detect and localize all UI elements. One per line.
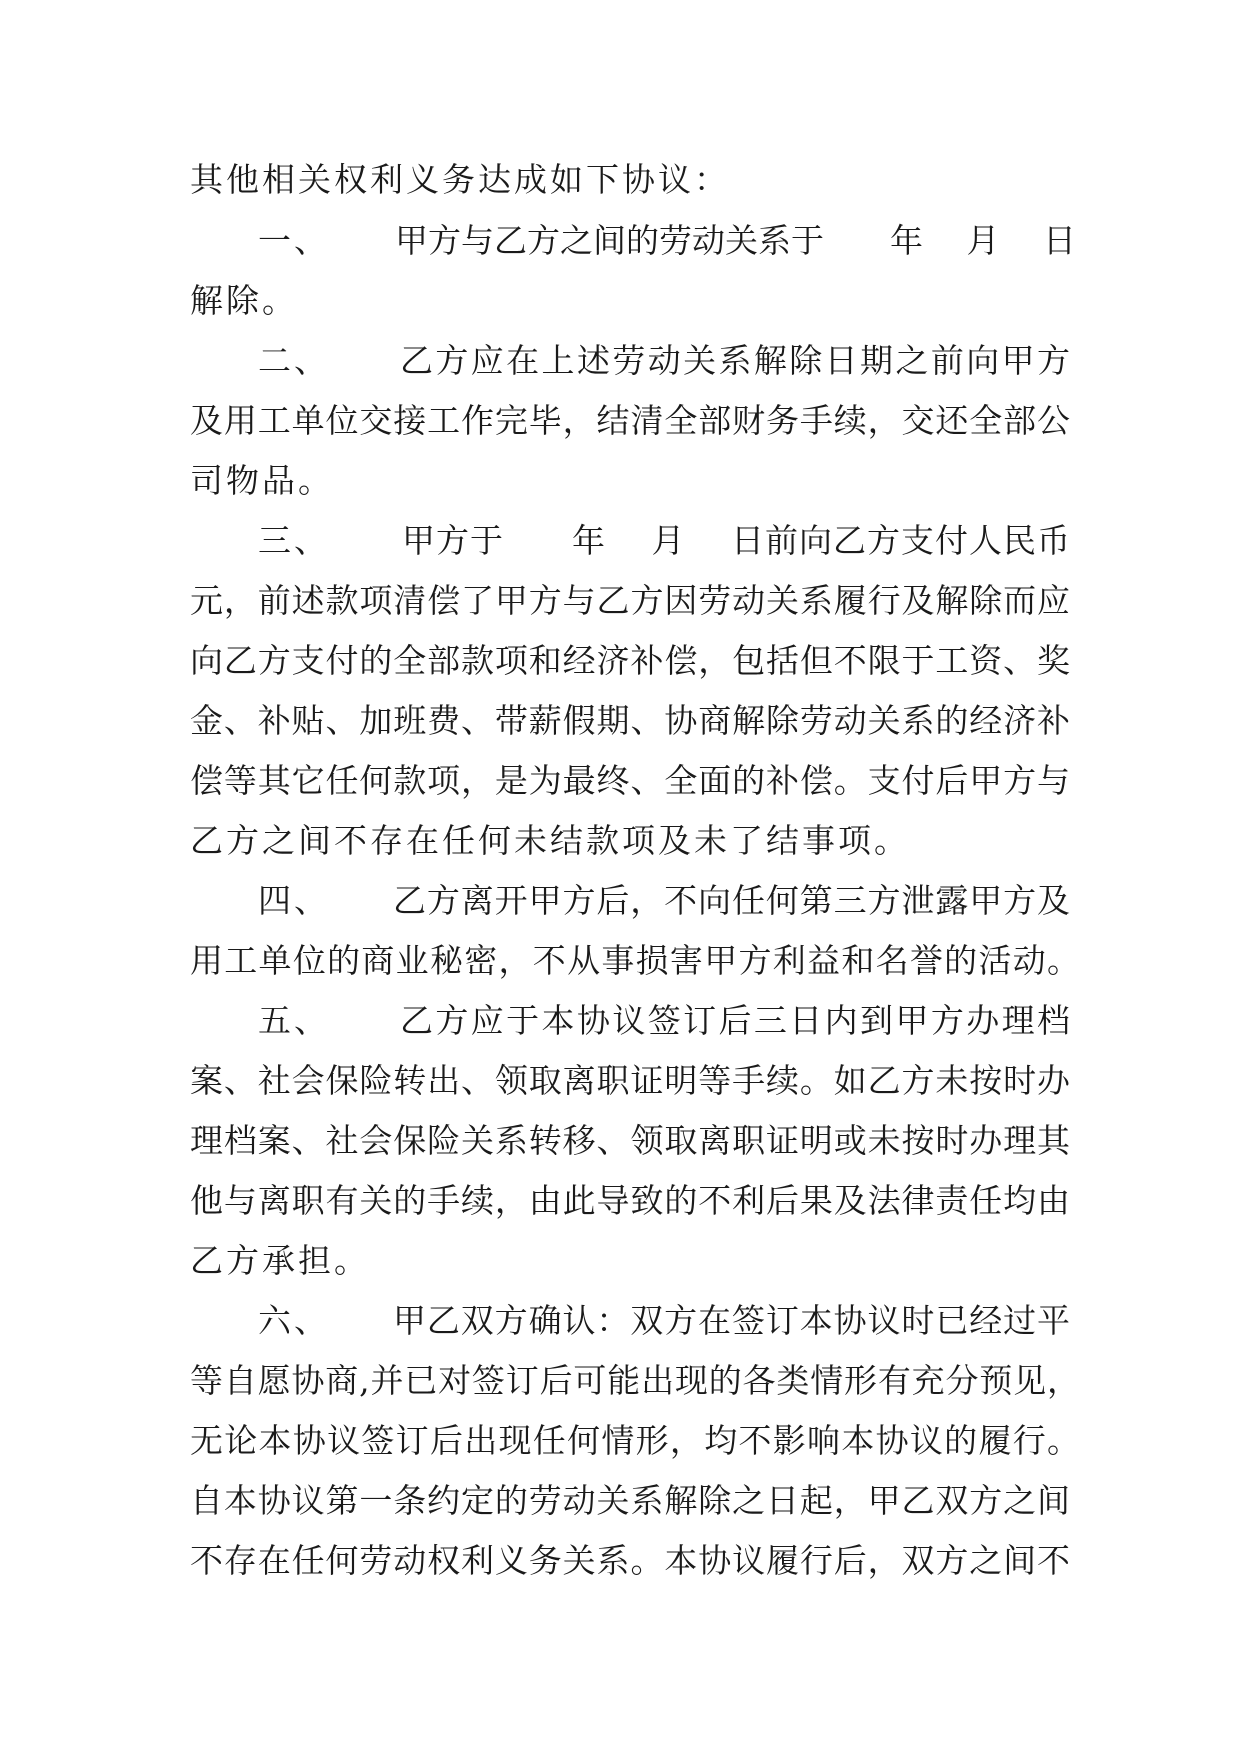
clause-6-first-line: 甲乙双方确认：双方在签订本协议时已经过平 [393, 1301, 1070, 1340]
clause-6-line-4: 不存在任何劳动权利义务关系。本协议履行后，双方之间不 [190, 1541, 1070, 1580]
clause-number-6: 六、 [258, 1301, 330, 1340]
clause-6-line-3: 自本协议第一条约定的劳动关系解除之日起，甲乙双方之间 [190, 1481, 1070, 1520]
clause-3-line-5: 乙方之间不存在任何未结款项及未了结事项。 [190, 821, 910, 860]
clause-1-first-line: 甲方与乙方之间的劳动关系于 年 月 日 [395, 221, 1076, 260]
intro-line: 其他相关权利义务达成如下协议： [190, 160, 730, 199]
clause-3-line-3: 金、补贴、加班费、带薪假期、协商解除劳动关系的经济补 [190, 701, 1070, 740]
clause-3-line-1: 元，前述款项清偿了甲方与乙方因劳动关系履行及解除而应 [190, 581, 1070, 620]
clause-number-4: 四、 [258, 881, 330, 920]
clause-2-line-2: 司物品。 [190, 461, 334, 500]
clause-5-line-1: 案、社会保险转出、领取离职证明等手续。如乙方未按时办 [190, 1061, 1070, 1100]
clause-3-line-2: 向乙方支付的全部款项和经济补偿，包括但不限于工资、奖 [190, 641, 1070, 680]
clause-5-first-line: 乙方应于本协议签订后三日内到甲方办理档 [400, 1001, 1070, 1040]
clause-number-1: 一、 [258, 221, 330, 260]
clause-5-line-3: 他与离职有关的手续，由此导致的不利后果及法律责任均由 [190, 1181, 1070, 1220]
clause-6-line-2: 无论本协议签订后出现任何情形，均不影响本协议的履行。 [190, 1421, 1080, 1460]
clause-4-first-line: 乙方离开甲方后，不向任何第三方泄露甲方及 [393, 881, 1070, 920]
clause-6-line-1: 等自愿协商,并已对签订后可能出现的各类情形有充分预见， [190, 1361, 1080, 1400]
clause-5-line-4: 乙方承担。 [190, 1241, 370, 1280]
clause-number-3: 三、 [258, 521, 330, 560]
clause-number-2: 二、 [258, 341, 330, 380]
clause-2-line-1: 及用工单位交接工作完毕，结清全部财务手续，交还全部公 [190, 401, 1070, 440]
clause-2-first-line: 乙方应在上述劳动关系解除日期之前向甲方 [400, 341, 1070, 380]
clause-1-line-1: 解除。 [190, 281, 298, 320]
clause-3-line-4: 偿等其它任何款项，是为最终、全面的补偿。支付后甲方与 [190, 761, 1070, 800]
clause-number-5: 五、 [258, 1001, 330, 1040]
clause-5-line-2: 理档案、社会保险关系转移、领取离职证明或未按时办理其 [190, 1121, 1070, 1160]
clause-4-line-1: 用工单位的商业秘密，不从事损害甲方利益和名誉的活动。 [190, 941, 1080, 980]
clause-3-first-line: 甲方于 年 月 日前向乙方支付人民币 [402, 521, 1070, 560]
